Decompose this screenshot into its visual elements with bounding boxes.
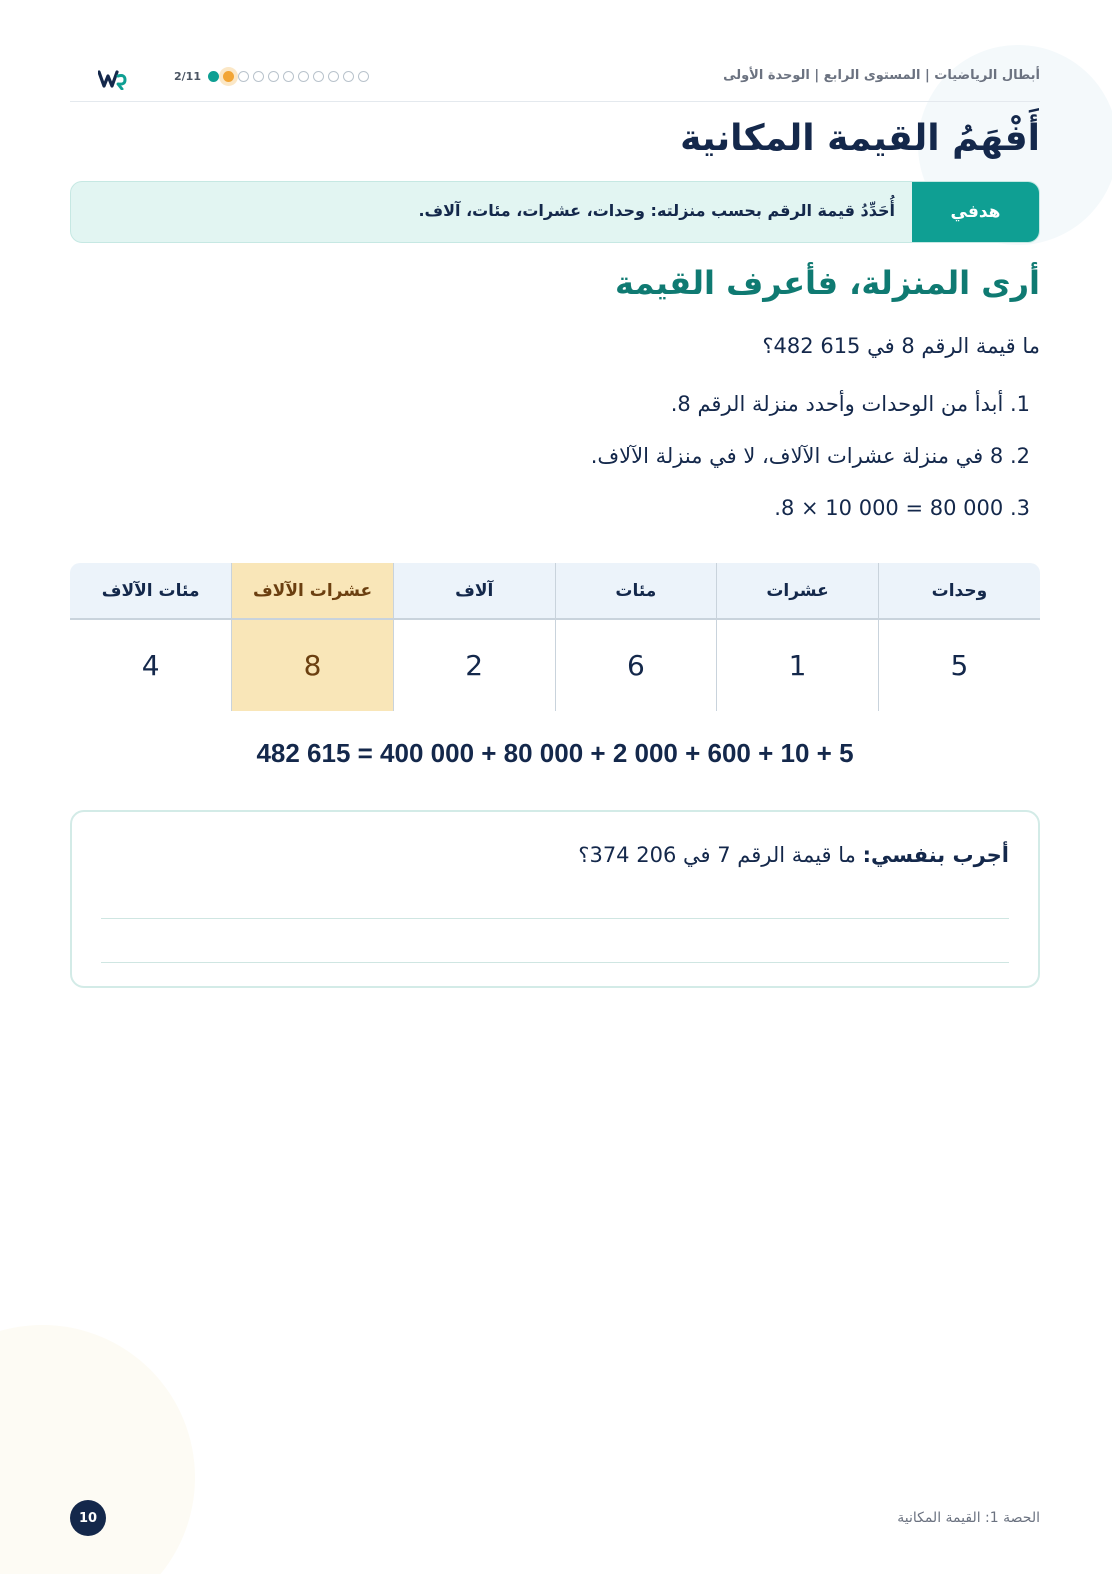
try-yourself-box [70, 810, 1040, 988]
progress-dot [268, 71, 279, 82]
progress-dot [343, 71, 354, 82]
lesson-progress [174, 70, 373, 83]
place-value-digit-row [70, 619, 1040, 711]
expanded-form: 482 615 = 400 000 + 80 000 + 2 000 + 600 + 10 + 5 [256, 738, 854, 768]
progress-dot [238, 71, 249, 82]
progress-dot [298, 71, 309, 82]
digit-cell: 6 [555, 619, 717, 711]
goal-text: أُحَدِّدُ قيمة الرقم بحسب منزلته: وحدات، عشرات، مئات، آلاف. [418, 201, 895, 220]
place-header-thousands: آلاف [393, 563, 555, 619]
answer-line[interactable] [101, 918, 1009, 919]
progress-dot [358, 71, 369, 82]
page-title: أَفْهَمُ القيمة المكانية [680, 118, 1040, 159]
place-value-header-row [70, 563, 1040, 619]
wg-logo-icon [98, 68, 128, 90]
progress-dot [313, 71, 324, 82]
progress-dot-current [223, 71, 234, 82]
section-title: أرى المنزلة، فأعرف القيمة [615, 264, 1040, 302]
place-header-hundreds: مئات [555, 563, 717, 619]
place-header-ten-thousands: عشرات الآلاف [232, 563, 394, 619]
try-yourself-question: ما قيمة الرقم 7 في 206 374؟ [578, 843, 856, 867]
progress-dot [328, 71, 339, 82]
answer-line[interactable] [101, 962, 1009, 963]
digit-cell: 2 [393, 619, 555, 711]
goal-box [70, 181, 1040, 243]
step-item: 1. أبدأ من الوحدات وأحدد منزلة الرقم 8. [670, 392, 1030, 416]
place-value-table [70, 563, 1040, 711]
place-header-hundred-thousands: مئات الآلاف [70, 563, 232, 619]
example-question: ما قيمة الرقم 8 في 615 482؟ [762, 334, 1040, 358]
footer-lesson-title: الحصة 1: القيمة المكانية [897, 1510, 1040, 1526]
try-yourself-label: أجرب بنفسي: [862, 843, 1009, 867]
digit-cell: 1 [717, 619, 879, 711]
worksheet-page [70, 0, 1040, 1574]
digit-cell: 5 [878, 619, 1040, 711]
progress-dot [283, 71, 294, 82]
breadcrumb: أبطال الرياضيات | المستوى الرابع | الوحدة الأولى [723, 68, 1040, 83]
progress-dot [208, 71, 219, 82]
place-header-tens: عشرات [717, 563, 879, 619]
page-header [70, 64, 1040, 102]
step-item: 2. 8 في منزلة عشرات الآلاف، لا في منزلة الآلاف. [590, 444, 1030, 468]
goal-tag: هدفي [912, 182, 1039, 242]
place-header-units: وحدات [878, 563, 1040, 619]
progress-dot [253, 71, 264, 82]
solution-steps [591, 392, 1030, 548]
digit-cell: 4 [141, 649, 160, 682]
page-number-badge: 10 [70, 1500, 106, 1536]
digit-cell-highlighted: 8 [232, 619, 394, 711]
progress-label: 2/11 [174, 70, 201, 83]
try-yourself-prompt [578, 843, 1009, 867]
step-item: 3. 000 80 = 000 10 × 8. [774, 496, 1030, 520]
